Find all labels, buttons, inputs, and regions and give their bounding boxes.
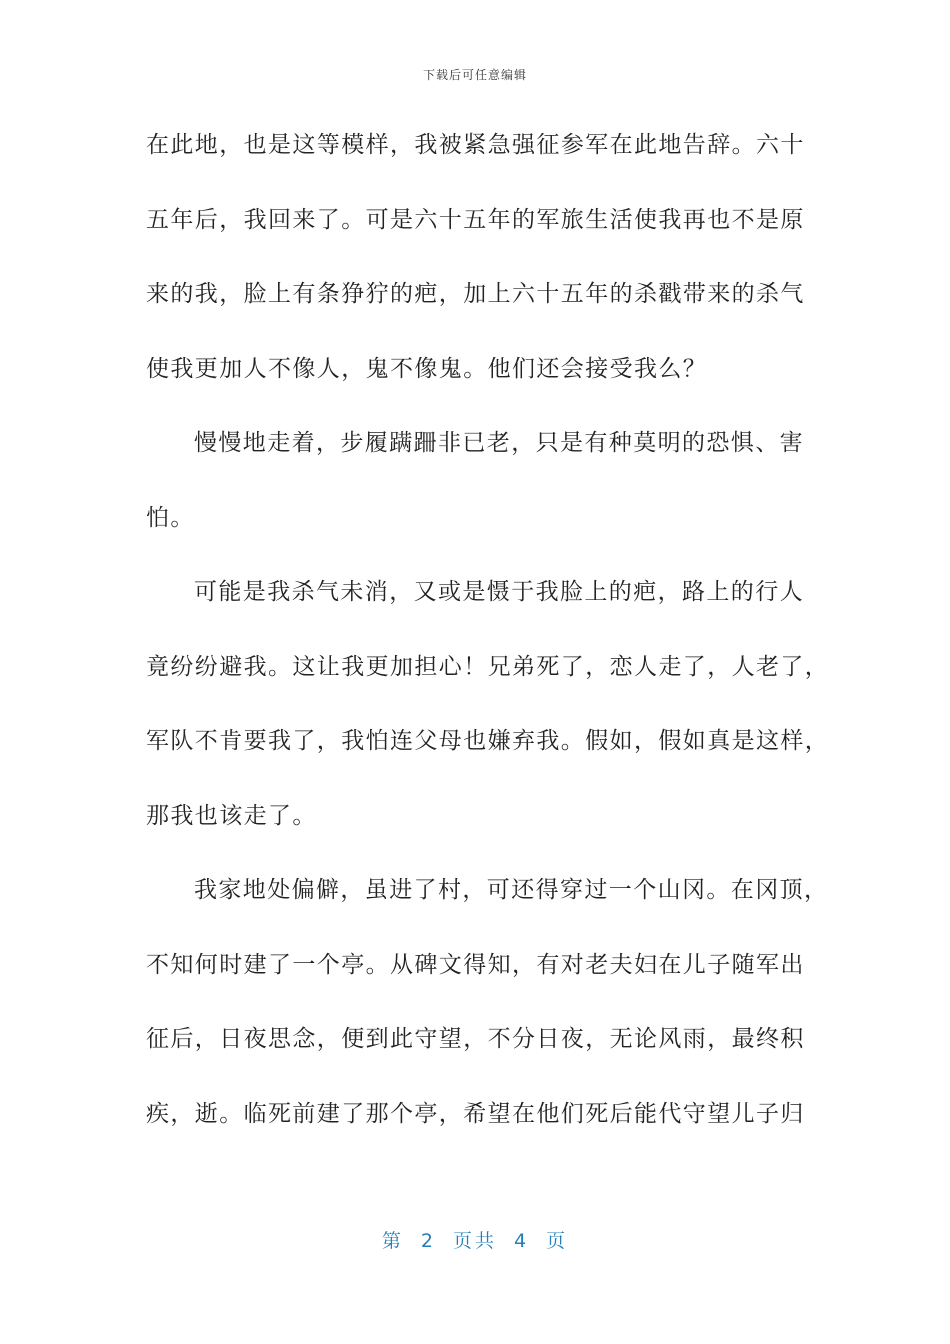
header-note: 下载后可任意编辑 xyxy=(422,68,527,82)
text-line: 在此地，也是这等模样，我被紧急强征参军在此地告辞。六十 xyxy=(146,132,805,158)
text-line: 五年后，我回来了。可是六十五年的军旅生活使我再也不是原 xyxy=(146,206,805,233)
text-line: 军队不肯要我了，我怕连父母也嫌弃我。假如，假如真是这样， xyxy=(146,728,830,754)
paragraph-start-line: 我家地处偏僻，虽进了村，可还得穿过一个山冈。在冈顶， xyxy=(194,877,829,903)
text-line: 怕。 xyxy=(146,504,195,531)
text-line: 那我也该走了。 xyxy=(146,802,317,829)
text-line: 来的我，脸上有条狰狞的疤，加上六十五年的杀戳带来的杀气 xyxy=(146,281,805,307)
text-line: 竟纷纷避我。这让我更加担心！兄弟死了，恋人走了，人老了， xyxy=(146,653,830,680)
page-number-footer: 第 2 页共 4 页 xyxy=(381,1230,569,1252)
text-line: 使我更加人不像人，鬼不像鬼。他们还会接受我么？ xyxy=(146,355,708,382)
document-body xyxy=(146,120,830,1163)
paragraph-start-line: 可能是我杀气未消，又或是慑于我脸上的疤，路上的行人 xyxy=(194,579,804,605)
text-line: 不知何时建了一个亭。从碑文得知，有对老夫妇在儿子随军出 xyxy=(146,951,805,978)
text-line: 征后，日夜思念，便到此守望，不分日夜，无论风雨，最终积 xyxy=(146,1026,805,1052)
text-line: 疾，逝。临死前建了那个亭，希望在他们死后能代守望儿子归 xyxy=(146,1100,805,1127)
paragraph-start-line: 慢慢地走着，步履蹒跚非已老，只是有种莫明的恐惧、害 xyxy=(194,430,804,456)
